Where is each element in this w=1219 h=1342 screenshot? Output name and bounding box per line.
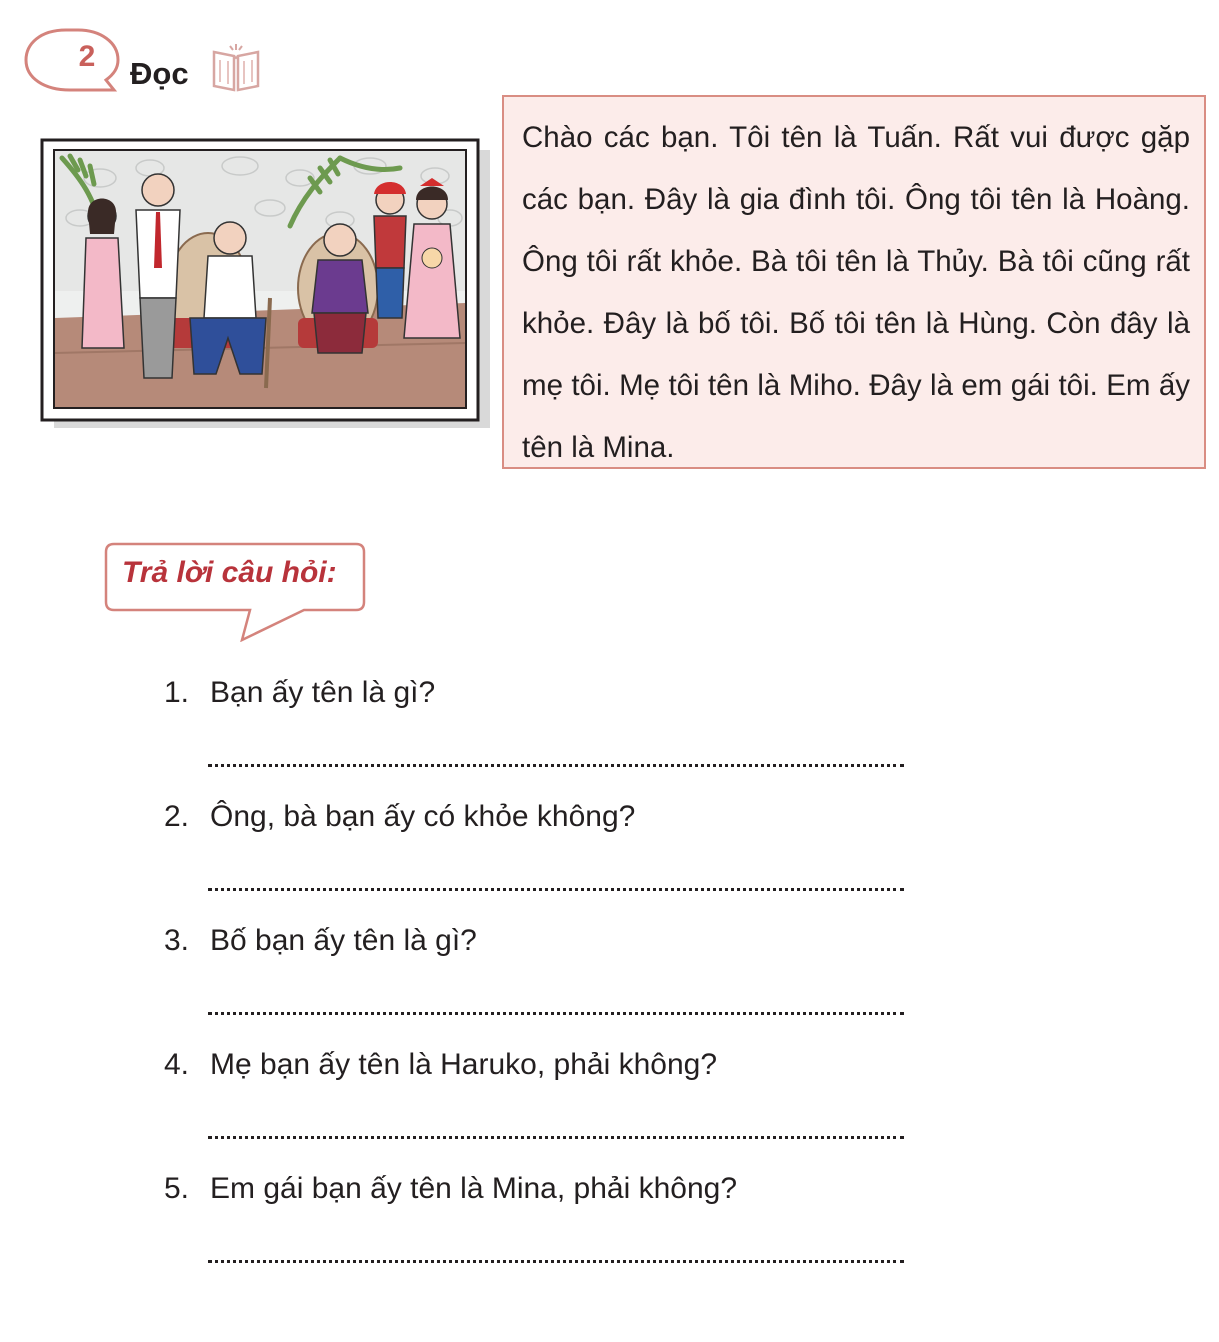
answer-line-1[interactable] [208, 764, 904, 767]
question-text: Em gái bạn ấy tên là Mina, phải không? [210, 1172, 738, 1205]
section-title: Đọc [130, 56, 189, 91]
question-1 [164, 676, 435, 710]
question-number: 2. [164, 800, 190, 833]
question-number: 1. [164, 676, 190, 709]
section-number: 2 [78, 40, 96, 73]
answer-line-2[interactable] [208, 888, 904, 891]
reading-passage-box [502, 95, 1206, 469]
question-5 [164, 1172, 737, 1206]
answer-line-5[interactable] [208, 1260, 904, 1263]
reading-passage: Chào các bạn. Tôi tên là Tuấn. Rất vui được gặp các bạn. Đây là gia đình tôi. Ông tôi tên là Hoàng. Ông tôi rất khỏe. Bà tôi tên là Thủy. Bà tôi cũng rất khỏe. Đây là bố tôi. Bố tôi tên là Hùng. Còn đây là mẹ tôi. Mẹ tôi tên là Miho. Đây là em gái tôi. Em ấy tên là Mina. [522, 121, 1190, 464]
section-header [22, 26, 282, 106]
question-text: Bố bạn ấy tên là gì? [210, 924, 477, 957]
question-text: Ông, bà bạn ấy có khỏe không? [210, 800, 636, 833]
question-text: Mẹ bạn ấy tên là Haruko, phải không? [210, 1048, 717, 1081]
question-number: 3. [164, 924, 190, 957]
question-text: Bạn ấy tên là gì? [210, 676, 436, 709]
family-photo [40, 138, 490, 428]
question-number: 5. [164, 1172, 190, 1205]
question-4 [164, 1048, 717, 1082]
question-3 [164, 924, 477, 958]
book-icon [210, 42, 262, 94]
answer-line-4[interactable] [208, 1136, 904, 1139]
question-2 [164, 800, 635, 834]
answer-prompt: Trả lời câu hỏi: [122, 556, 337, 589]
question-number: 4. [164, 1048, 190, 1081]
answer-line-3[interactable] [208, 1012, 904, 1015]
